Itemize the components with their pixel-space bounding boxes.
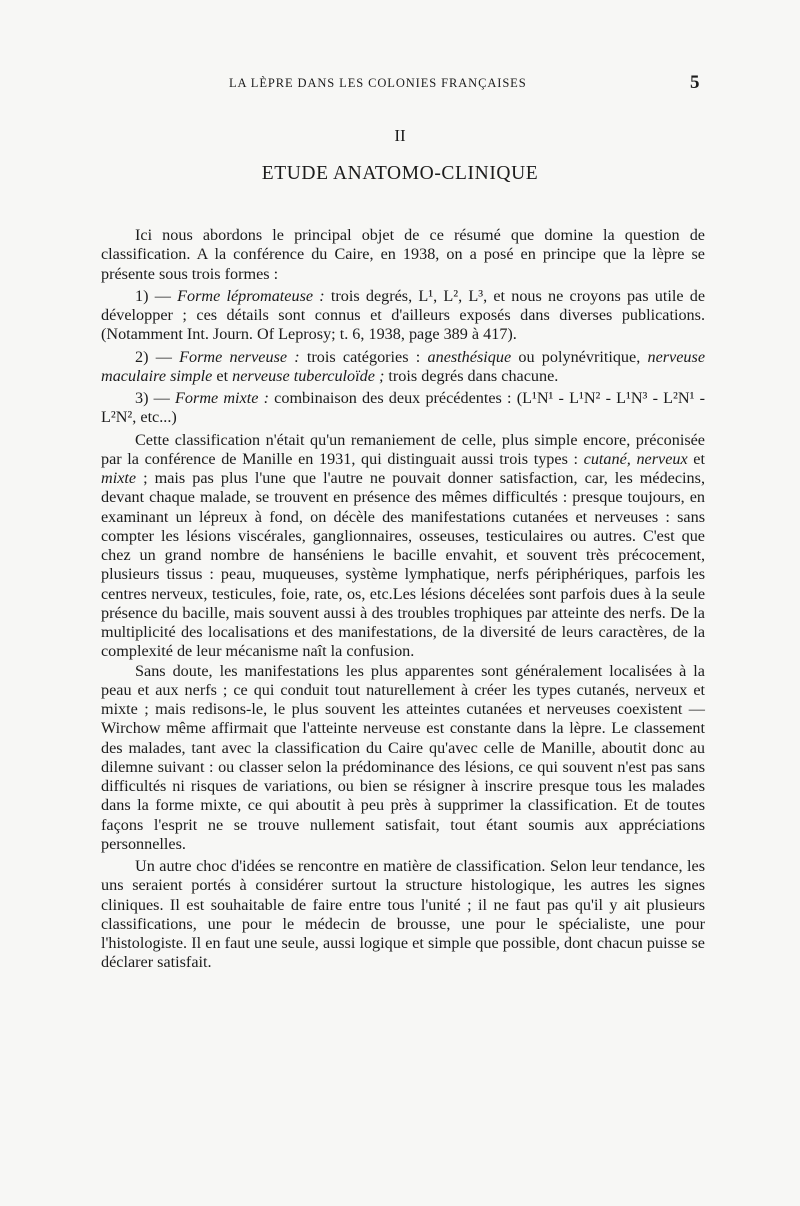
item-term: nerveuse tuberculoïde ; — [232, 366, 385, 385]
item-term: nerveuse maculaire simple — [101, 347, 706, 385]
item-label: Forme lépromateuse : — [177, 286, 325, 305]
item-text: et — [212, 366, 233, 385]
body-text — [101, 226, 705, 973]
paragraph-text: ; mais pas plus l'une que l'autre ne pouvait donner satisfaction, car, les médecins, devant chaque malade, se trouvent en présence des mêmes difficultés : presque toujours, en examinant un lépreux à fond, on décèle des manifestations cutanées et nerveuses : sans compter les lésions viscérales, ganglionnaires, osseuses, testiculaires ou autres. C'est que chez un grand nombre de hanséniens le bacille envahit, et souvent très précocement, plusieurs tissus : peau, muqueuses, système lymphatique, nerfs périphériques, parfois les centres nerveux, testicules, foie, rate, os, etc.Les lésions décelées sont parfois dues à la seule présence du bacille, mais souvent aussi à des troubles trophiques par atteinte des nerfs. De la multiplicité des localisations et des manifestations, de la diversité de leurs caractères, de la complexité de leur mécanisme naît la confusion. — [101, 469, 705, 661]
item-number: 2) — — [135, 347, 180, 366]
item-number: 1) — — [135, 286, 178, 305]
paragraph-sans-doute: Sans doute, les manifestations les plus apparentes sont généralement localisées à la peau et aux nerfs ; ce qui conduit tout naturellement à créer les types cutanés, nerveux et mixte ; mais redisons-le, le plus souvent les atteintes cutanées et nerveuses coexistent — Wirchow même affirmait que l'atteinte nerveuse est constante dans la lèpre. Le classement des malades, tant avec la classification du Caire qu'avec celle de Manille, aboutit donc au dilemne suivant : ou classer selon la prédominance des lésions, ce qui souvent n'est pas sans difficultés ni risques de variations, ou bien se résigner à inscrire presque tous les malades dans la forme mixte, ce qui aboutit à peu près à supprimer la classification. Et de toutes façons l'esprit ne se trouve nullement satisfait, tout étant soumis aux appréciations personnelles. — [101, 661, 705, 853]
item-text: trois catégories : — [299, 347, 428, 366]
term-cutane-nerveux: cutané, nerveux — [583, 449, 688, 468]
list-item-nerveuse — [101, 348, 705, 387]
running-title: LA LÈPRE DANS LES COLONIES FRANÇAISES — [229, 76, 527, 90]
paragraph-text: Cette classification n'était qu'un remaniement de celle, plus simple encore, préconisée par la conférence de Manille en 1931, qui distinguait aussi trois types : — [101, 430, 705, 468]
item-term: anesthésique — [427, 347, 512, 366]
paragraph-classification — [101, 431, 705, 662]
term-mixte: mixte — [101, 469, 137, 487]
section-title: ETUDE ANATOMO-CLINIQUE — [261, 163, 539, 184]
running-header — [0, 74, 800, 94]
list-item-mixte — [101, 389, 705, 428]
item-label: Forme nerveuse : — [179, 347, 300, 366]
item-text: trois degrés, L¹, L², L³, et nous ne croyons pas utile de développer ; ces détails sont connus et d'ailleurs exposés dans diverses publications. (Notamment Int. Journ. Of Leprosy; t. 6, 1938, page 389 à 417). — [101, 286, 705, 344]
item-text: combinaison des deux précédentes : (L¹N¹ - L¹N² - L¹N³ - L²N¹ - L²N², etc...) — [101, 389, 706, 427]
page-number: 5 — [690, 72, 700, 93]
item-number: 3) — — [135, 389, 176, 407]
paragraph-intro: Ici nous abordons le principal objet de ce résumé que domine la question de classification. A la conférence du Caire, en 1938, on a posé en principe que la lèpre se présente sous trois formes : — [101, 226, 705, 283]
item-text: ou polynévritique, — [511, 347, 648, 366]
item-label: Forme mixte : — [175, 389, 269, 407]
section-number: II — [394, 126, 406, 145]
paragraph-text: et — [687, 449, 705, 468]
list-item-lepromateuse — [101, 287, 705, 345]
item-text: trois degrés dans chacune. — [384, 366, 559, 385]
paragraph-choc-idees: Un autre choc d'idées se rencontre en matière de classification. Selon leur tendance, les uns seraient portés à considérer surtout la structure histologique, les autres les signes cliniques. Il est souhaitable de faire entre tous l'unité ; il ne faut pas qu'il y ait plusieurs classifications, une pour le médecin de brousse, une pour le spécialiste, une pour l'histologiste. Il en faut une seule, aussi logique et simple que possible, dont chacun puisse se déclarer satisfait. — [101, 857, 705, 972]
